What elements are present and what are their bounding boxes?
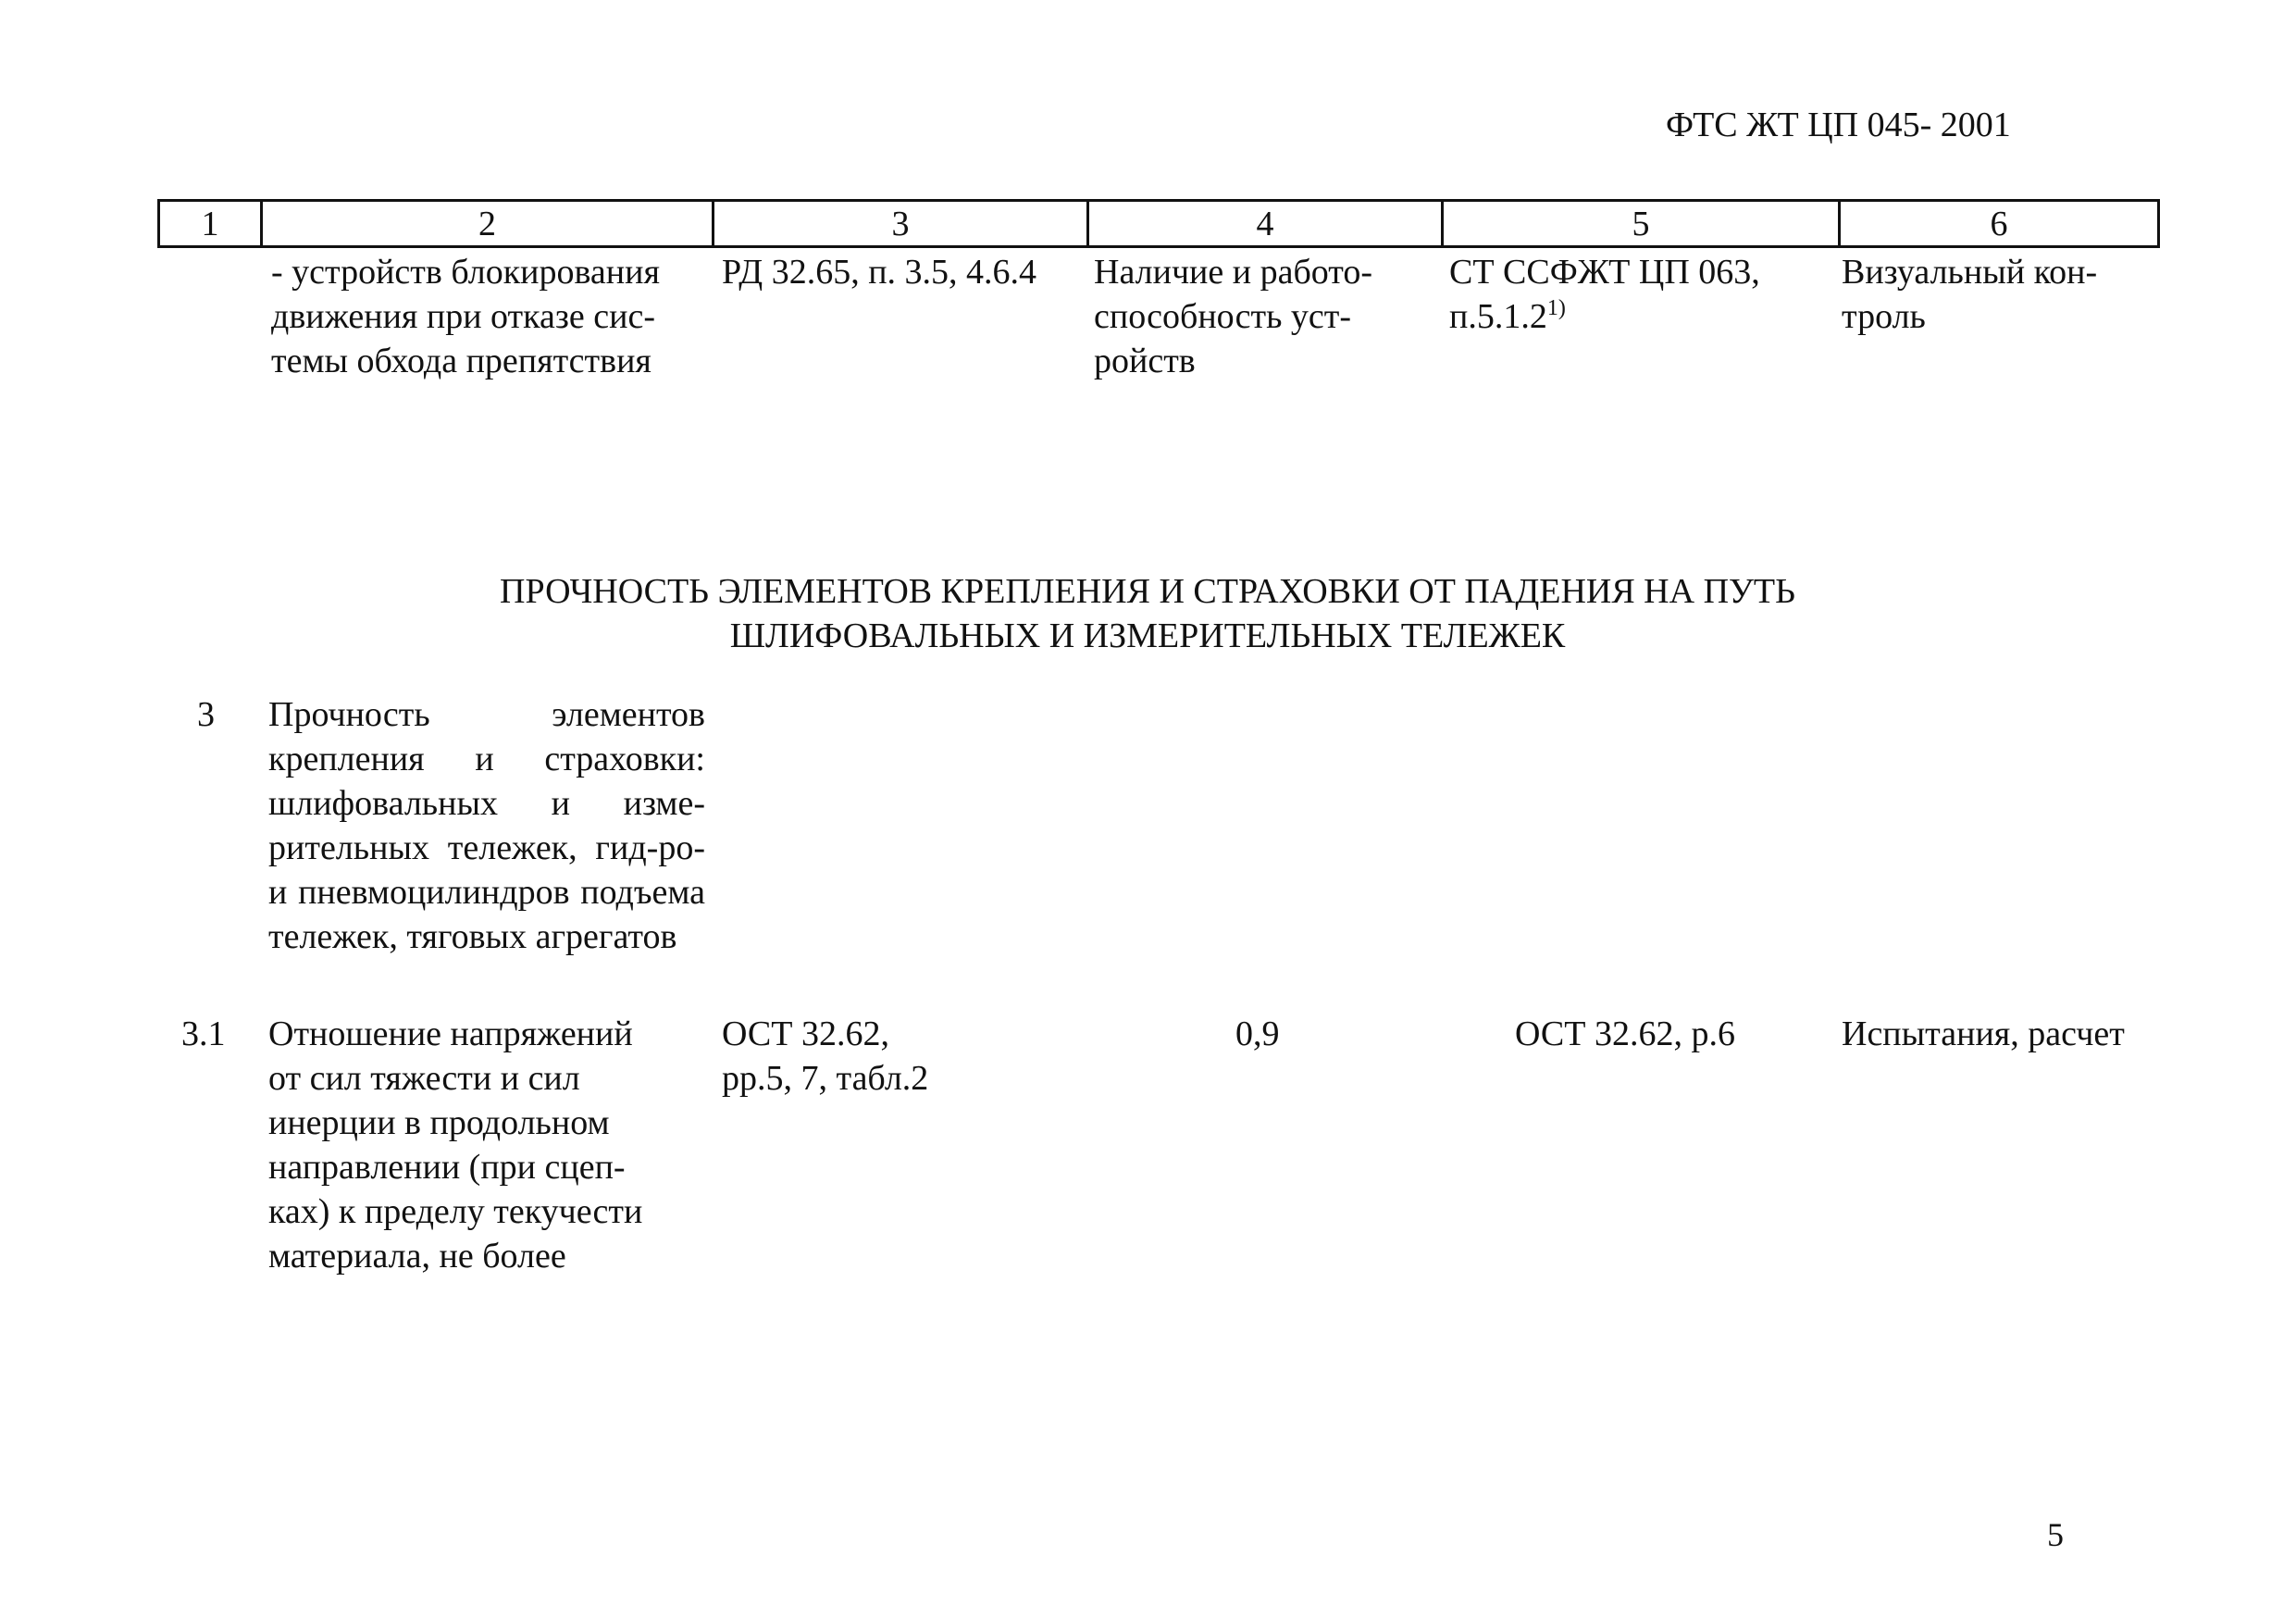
- text-line: темы обхода препятствия: [271, 342, 652, 380]
- text-line: способность уст-: [1094, 297, 1352, 336]
- text-line: материала, не более: [268, 1237, 566, 1276]
- continued-row-control: [1842, 250, 2097, 339]
- text-line: инерции в продольном: [268, 1103, 610, 1142]
- document-code: ФТС ЖТ ЦП 045- 2001: [1666, 106, 2011, 144]
- row-3-1-value: 0,9: [1235, 1014, 1280, 1053]
- row-3-1-control: Испытания, расчет: [1842, 1014, 2125, 1053]
- header-col-6: 6: [1840, 201, 2159, 247]
- continued-row-method-doc: [1449, 250, 1760, 339]
- text-line: направлении (при сцеп-: [268, 1148, 626, 1187]
- header-col-3: 3: [714, 201, 1088, 247]
- section-title-line: ШЛИФОВАЛЬНЫХ И ИЗМЕРИТЕЛЬНЫХ ТЕЛЕЖЕК: [729, 616, 1566, 655]
- continued-row-reference: РД 32.65, п. 3.5, 4.6.4: [722, 253, 1037, 292]
- text-line: Наличие и работо-: [1094, 253, 1373, 292]
- continued-row-requirement: [1094, 250, 1372, 383]
- row-3-1-reference: [722, 1012, 928, 1101]
- text-line: троль: [1842, 297, 1926, 336]
- row-3-1-method-doc: ОСТ 32.62, р.6: [1515, 1014, 1735, 1053]
- text-line: от сил тяжести и сил: [268, 1059, 580, 1098]
- row-3-description: Прочность элементов крепления и страховки: шлифовальных и изме-рительных тележек, гид-ро- и пневмоцилиндров подъема тележек, тяговых агрегатов: [268, 695, 705, 956]
- page-number: 5: [2047, 1516, 2064, 1553]
- text-line: СТ ССФЖТ ЦП 063,: [1449, 253, 1760, 292]
- text-line: рр.5, 7, табл.2: [722, 1059, 929, 1098]
- text-line: - устройств блокирования: [271, 253, 660, 292]
- header-col-4: 4: [1088, 201, 1443, 247]
- header-col-5: 5: [1443, 201, 1840, 247]
- text-fragment: п.5.1.2: [1449, 297, 1547, 336]
- text-line: [1449, 294, 1760, 339]
- row-3-number: 3: [197, 695, 215, 734]
- row-3-1-number: 3.1: [181, 1014, 226, 1053]
- text-line: Визуальный кон-: [1842, 253, 2098, 292]
- header-col-2: 2: [262, 201, 714, 247]
- header-col-1: 1: [159, 201, 262, 247]
- text-line: ОСТ 32.62,: [722, 1014, 889, 1053]
- section-title-line: ПРОЧНОСТЬ ЭЛЕМЕНТОВ КРЕПЛЕНИЯ И СТРАХОВКИ ОТ ПАДЕНИЯ НА ПУТЬ: [500, 572, 1795, 611]
- text-line: Отношение напряжений: [268, 1014, 633, 1053]
- continued-row-description: [271, 250, 660, 383]
- text-line: движения при отказе сис-: [271, 297, 656, 336]
- text-line: ках) к пределу текучести: [268, 1192, 643, 1231]
- footnote-mark: 1): [1546, 296, 1566, 320]
- section-title: [333, 569, 1962, 658]
- text-line: ройств: [1094, 342, 1196, 380]
- column-number-header: [157, 199, 2160, 248]
- row-3-1-description: [268, 1012, 642, 1278]
